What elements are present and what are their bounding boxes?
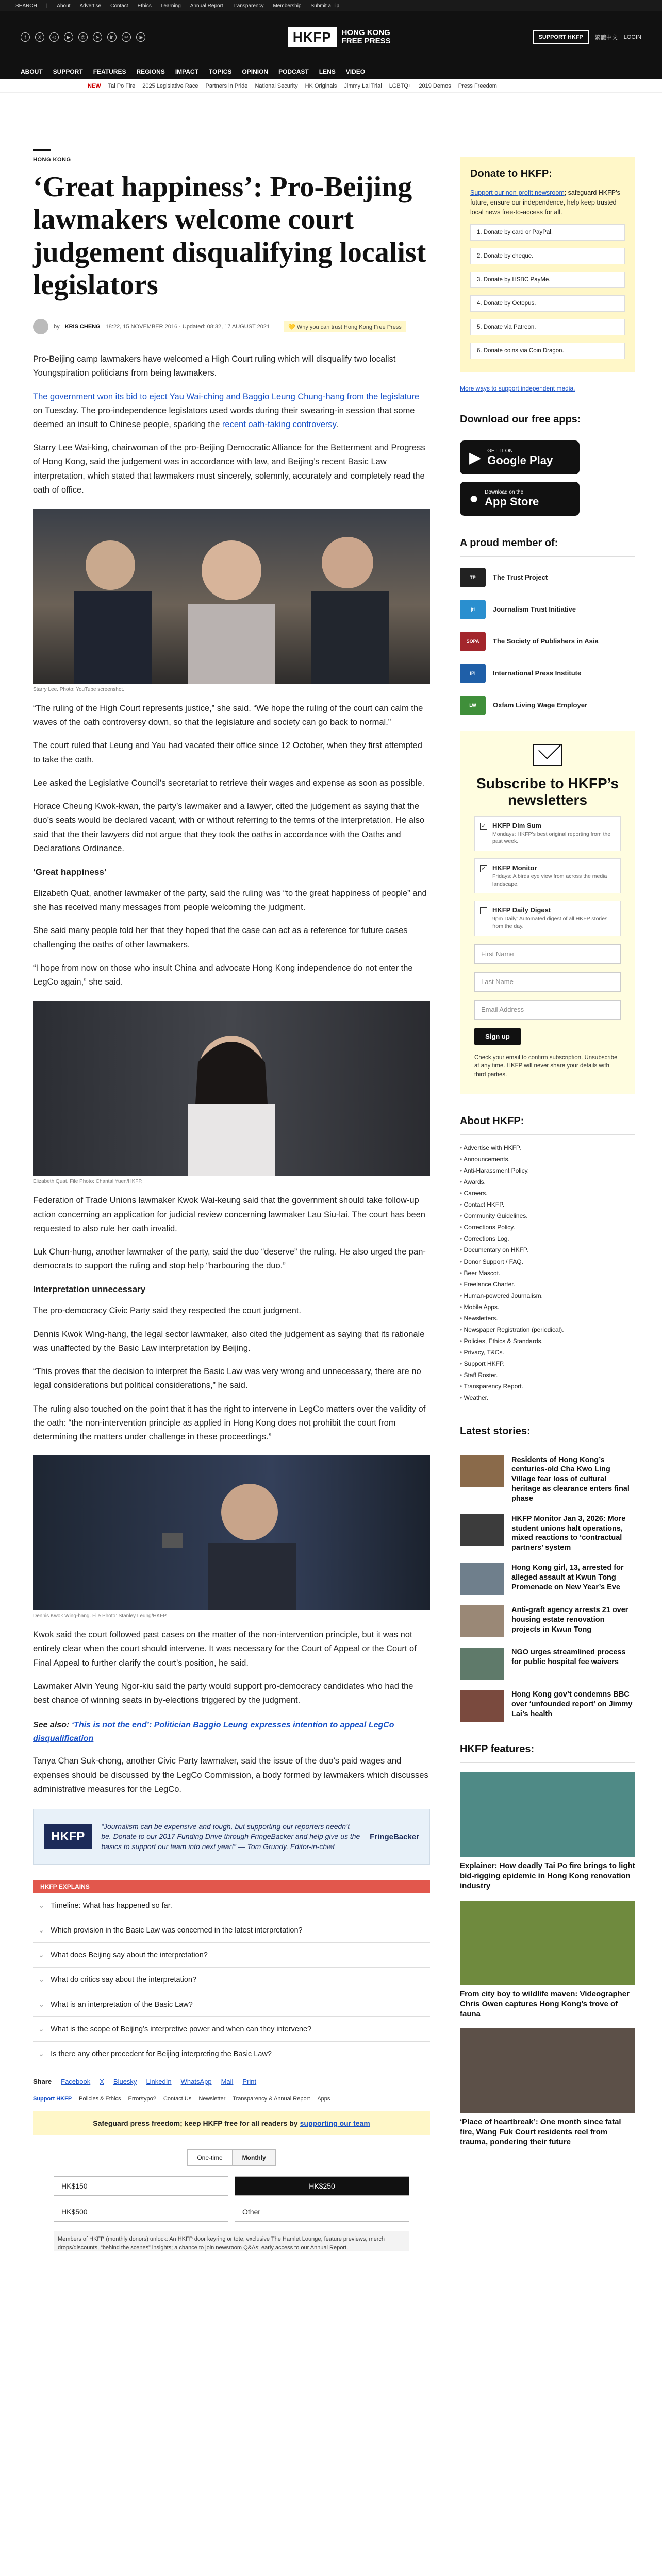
- newsletter-name: HKFP Dim Sum: [492, 821, 542, 829]
- paragraph: Federation of Trade Unions lawmaker Kwok Wai-keung said that the government should take follow-up action concerning an application for judicial review concerning lawmaker Lau Siu-lai. The court has been requested to also rule her oath invalid.: [33, 1196, 425, 1233]
- donate-option[interactable]: 4. Donate by Octopus.: [470, 295, 625, 312]
- envelope-icon: [533, 744, 562, 766]
- newsletter-desc: Fridays: A birds eye view from across the media landscape.: [492, 873, 607, 887]
- feature-headline: ‘Place of heartbreak’: One month since fatal fire, Wang Fuk Court residents reel from trauma, pondering their future: [460, 2117, 621, 2147]
- donate-option[interactable]: 5. Donate via Patreon.: [470, 319, 625, 335]
- paragraph: “This proves that the decision to interpret the Basic Law was very wrong and unnecessary, there are no legal considerations but political considerations,” he said.: [33, 1367, 421, 1391]
- paragraph: Starry Lee Wai-king, chairwoman of the pro-Beijing Democratic Alliance for the Betterment and Progress of Hong Kong, said the judgement was in accordance with law, and Beijing’s recent Basic Law interpretation, which stated that lawmakers must sincerely, solemnly, accurately and completely read the oath of office.: [33, 443, 425, 495]
- language-switch[interactable]: 繁體中文: [594, 35, 618, 41]
- story-headline: Hong Kong gov’t condemns BBC over ‘unfounded report’ on Jimmy Lai’s health: [511, 1690, 633, 1718]
- share-bluesky[interactable]: Bluesky: [113, 2078, 137, 2086]
- member-name: Oxfam Living Wage Employer: [493, 701, 588, 709]
- paragraph: Kwok said the court followed past cases on the matter of the non-intervention principle, but it was not entirely clear when the court should intervene. It was necessary for the Court of Appeal or the Court of Final Appeal to further clarify the court’s position, he said.: [33, 1630, 417, 1668]
- newsletter-desc: Mondays: HKFP’s best original reporting from the past week.: [492, 831, 611, 845]
- newsletter-name: HKFP Monitor: [492, 864, 537, 872]
- paragraph: Elizabeth Quat, another lawmaker of the party, said the ruling was “to the great happiness of people” and she has received many messages from people welcoming the judgment.: [33, 889, 427, 912]
- chevron-down-icon: ⌄: [38, 1901, 45, 1910]
- byline-prefix: by: [54, 324, 60, 330]
- checkbox-checked-icon[interactable]: ✓: [480, 823, 487, 830]
- see-also: [33, 1719, 430, 1745]
- subheading: Interpretation unnecessary: [33, 1284, 146, 1295]
- trending-item[interactable]: 2025 Legislative Race: [142, 82, 198, 89]
- nav-impact[interactable]: IMPACT: [175, 67, 198, 75]
- trust-project-logo: TP: [460, 568, 486, 587]
- support-link[interactable]: Newsletter: [198, 2096, 226, 2103]
- apps-title: Download our free apps:: [460, 414, 581, 426]
- telegram-icon[interactable]: ➤: [93, 32, 102, 42]
- share-label: Share: [33, 2078, 52, 2086]
- photo-caption: Elizabeth Quat. File Photo: Chantal Yuen/HKFP.: [33, 1179, 143, 1185]
- donate-option[interactable]: 6. Donate coins via Coin Dragon.: [470, 343, 625, 359]
- about-link[interactable]: About: [57, 3, 71, 9]
- photo-elizabeth-quat: [33, 1001, 430, 1176]
- latest-title: Latest stories:: [460, 1425, 531, 1437]
- signup-note: Check your email to confirm subscription. Unsubscribe at any time. HKFP will never share your details with third parties.: [474, 1054, 618, 1078]
- paragraph: Horace Cheung Kwok-kwan, the party’s lawmaker and a lawyer, cited the judgement as saying that the duo’s seats would be declared vacant, with or without referring to the terms of the interpretation. He also said that the their lawyers did not argue that they took the oaths in accordance with the Oaths and Declarations Ordinance.: [33, 802, 425, 853]
- photo-caption: Dennis Kwok Wing-hang. File Photo: Stanley Leung/HKFP.: [33, 1613, 168, 1619]
- sep: |: [46, 3, 48, 9]
- article-title: ‘Great happiness’: Pro-Beijing lawmakers welcome court judgement disqualifying localist legislators: [33, 171, 426, 301]
- feature-image: [460, 1901, 635, 1985]
- nav-support[interactable]: SUPPORT: [53, 67, 83, 75]
- about-link[interactable]: • Contact HKFP.: [460, 1199, 635, 1210]
- nav-video[interactable]: VIDEO: [345, 67, 366, 75]
- author-avatar: [33, 319, 48, 334]
- story-thumbnail: [460, 1455, 504, 1487]
- kicker-line: [33, 149, 51, 151]
- photo-illustration: [33, 1001, 430, 1176]
- divider: [460, 1134, 635, 1135]
- faq-item[interactable]: [33, 2042, 430, 2066]
- share-mail[interactable]: Mail: [221, 2078, 234, 2086]
- site-header: [0, 11, 662, 63]
- banner-signature: — Tom Grundy, Editor-in-chief: [238, 1842, 335, 1851]
- see-also-label: See also:: [33, 1721, 70, 1730]
- story-thumbnail: [460, 1648, 504, 1680]
- google-play-icon: ▶: [469, 449, 482, 466]
- faq-question: What does Beijing say about the interpretation?: [51, 1951, 208, 1959]
- latest-story[interactable]: [460, 1605, 635, 1637]
- latest-story[interactable]: [460, 1514, 635, 1553]
- feature-image: [460, 2028, 635, 2113]
- rss-icon[interactable]: ◉: [136, 32, 145, 42]
- about-link[interactable]: • Anti-Harassment Policy.: [460, 1165, 635, 1176]
- support-link[interactable]: Error/typo?: [128, 2096, 156, 2103]
- story-headline: Residents of Hong Kong’s centuries-old Cha Kwo Ling Village fear loss of cultural heritage as clearance enters final phase: [511, 1455, 630, 1503]
- last-name-input[interactable]: Last Name: [474, 972, 621, 992]
- photo-dennis-kwok: [33, 1455, 430, 1610]
- newsletter-desc: 9pm Daily: Automated digest of all HKFP stories from the day.: [492, 916, 608, 930]
- annual-report-link[interactable]: Annual Report: [190, 3, 223, 9]
- about-link[interactable]: • Careers.: [460, 1188, 635, 1199]
- donate-link[interactable]: Support our non-profit newsroom: [470, 189, 565, 196]
- about-link[interactable]: • Staff Roster.: [460, 1369, 635, 1381]
- logo-line1: HONG KONG: [341, 28, 390, 38]
- photo-illustration: [33, 1455, 430, 1610]
- freq-one-time[interactable]: One-time: [187, 2149, 232, 2166]
- paragraph: Dennis Kwok Wing-hang, the legal sector lawmaker, also cited the judgement as saying that its rationale was unaffected by the Basic Law interpretation by Beijing.: [33, 1329, 425, 1353]
- divider: [460, 1762, 635, 1763]
- photo-starry-lee: [33, 509, 430, 684]
- sopa-logo: SOPA: [460, 632, 486, 651]
- paragraph: Lawmaker Alvin Yeung Ngor-kiu said the party would support pro-democracy candidates who had the best chance of winning seats in by-elections triggered by the judgment.: [33, 1681, 413, 1705]
- transparency-link[interactable]: Transparency: [232, 3, 264, 9]
- paragraph: Luk Chun-hung, another lawmaker of the party, said the duo “deserve” the ruling. He also urged the pan-democrats to support the ruling and stop help “harbouring the duo.”: [33, 1247, 426, 1271]
- trending-item[interactable]: National Security: [255, 82, 298, 89]
- donate-text: [470, 188, 625, 217]
- about-section: [460, 1115, 635, 1404]
- story-thumbnail: [460, 1563, 504, 1595]
- nav-lens[interactable]: LENS: [319, 67, 336, 75]
- story-headline: HKFP Monitor Jan 3, 2026: More student unions halt operations, mixed reactions to ‘contractual partners’ system: [511, 1514, 626, 1552]
- photo-illustration: [33, 509, 430, 684]
- member-org[interactable]: [460, 598, 635, 621]
- latest-story[interactable]: [460, 1455, 635, 1504]
- social-icons: [21, 32, 145, 42]
- trust-note[interactable]: 💛 Why you can trust Hong Kong Free Press: [284, 321, 406, 332]
- paragraph: Pro-Beijing camp lawmakers have welcomed a High Court ruling which will disqualify two localist Youngspiration politicians from being lawmakers.: [33, 354, 396, 378]
- amount-option-selected[interactable]: HK$250: [235, 2176, 409, 2196]
- first-name-input[interactable]: First Name: [474, 944, 621, 964]
- donation-amounts: [54, 2176, 409, 2222]
- about-link[interactable]: • Awards.: [460, 1176, 635, 1188]
- freq-monthly[interactable]: Monthly: [233, 2149, 276, 2166]
- chevron-down-icon: ⌄: [38, 1926, 45, 1935]
- mail-icon[interactable]: ✉: [122, 32, 131, 42]
- divider: [460, 556, 635, 557]
- logo-text: [342, 29, 391, 45]
- faq-item[interactable]: [33, 2017, 430, 2042]
- support-links: [33, 2096, 430, 2102]
- jti-logo: jti: [460, 600, 486, 619]
- feature-headline: From city boy to wildlife maven: Videographer Chris Owen captures Hong Kong’s trove of fauna: [460, 1989, 630, 2019]
- facebook-icon[interactable]: f: [21, 32, 30, 42]
- nav-topics[interactable]: TOPICS: [208, 67, 232, 75]
- store-text: [487, 448, 553, 467]
- story-headline: NGO urges streamlined process for public hospital fee waivers: [511, 1648, 626, 1666]
- about-link[interactable]: • Newspaper Registration (periodical).: [460, 1324, 635, 1335]
- member-org[interactable]: [460, 662, 635, 685]
- faq-question: What is the scope of Beijing’s interpretive power and when can they intervene?: [51, 2025, 312, 2033]
- latest-story[interactable]: [460, 1690, 635, 1722]
- nav-opinion[interactable]: OPINION: [242, 67, 269, 75]
- about-link[interactable]: • Beer Mascot.: [460, 1267, 635, 1279]
- learning-link[interactable]: Learning: [160, 3, 181, 9]
- trending-item[interactable]: Tai Po Fire: [108, 82, 136, 89]
- share-whatsapp[interactable]: WhatsApp: [180, 2078, 212, 2086]
- about-link[interactable]: • Privacy, T&Cs.: [460, 1347, 635, 1358]
- story-headline: Anti-graft agency arrests 21 over housing estate renovation projects in Kwun Tong: [511, 1606, 628, 1634]
- article-category[interactable]: HONG KONG: [33, 157, 71, 163]
- member-name: Journalism Trust Initiative: [493, 605, 576, 614]
- member-org[interactable]: [460, 694, 635, 717]
- contact-link[interactable]: Contact: [110, 3, 128, 9]
- member-title: A proud member of:: [460, 537, 558, 549]
- share-facebook[interactable]: Facebook: [61, 2078, 91, 2086]
- nav-podcast[interactable]: PODCAST: [278, 67, 309, 75]
- threads-icon[interactable]: @: [78, 32, 88, 42]
- amount-option[interactable]: HK$150: [54, 2176, 228, 2196]
- faq-item[interactable]: [33, 1943, 430, 1968]
- ethics-link[interactable]: Ethics: [137, 3, 152, 9]
- about-link[interactable]: • Weather.: [460, 1392, 635, 1403]
- member-org[interactable]: [460, 566, 635, 589]
- advertise-link[interactable]: Advertise: [79, 3, 102, 9]
- faq-question: Timeline: What has happened so far.: [51, 1901, 172, 1910]
- chevron-down-icon: ⌄: [38, 2000, 45, 2009]
- paragraph: Lee asked the Legislative Council’s secretariat to retrieve their wages and expense as soon as possible.: [33, 778, 425, 788]
- signup-button[interactable]: Sign up: [474, 1028, 521, 1045]
- store-top: GET IT ON: [487, 448, 513, 454]
- about-link[interactable]: • Corrections Log.: [460, 1233, 635, 1244]
- apps-section: [460, 414, 635, 516]
- google-play-badge[interactable]: [460, 440, 580, 474]
- store-name: Google Play: [487, 453, 553, 467]
- faq-question: What is an interpretation of the Basic Law?: [51, 2000, 193, 2009]
- faq-heading: HKFP EXPLAINS: [33, 1880, 430, 1893]
- support-link[interactable]: Apps: [317, 2096, 330, 2103]
- about-title: About HKFP:: [460, 1115, 524, 1127]
- amount-option[interactable]: Other: [235, 2202, 409, 2222]
- member-org[interactable]: [460, 630, 635, 653]
- share-x[interactable]: X: [100, 2078, 104, 2086]
- login-link[interactable]: LOGIN: [623, 34, 641, 40]
- paragraph: The ruling also touched on the point that it has the right to intervene in LegCo matters over the validity of the oath: “the non-intervention principle as applied in Hong Kong does not prohibit the court from determining the matters under challenge in these proceedings.”: [33, 1404, 426, 1442]
- chevron-down-icon: ⌄: [38, 2049, 45, 2058]
- trending-item[interactable]: LGBTQ+: [389, 82, 412, 89]
- latest-story[interactable]: [460, 1563, 635, 1595]
- trending-item[interactable]: 2019 Demos: [419, 82, 451, 89]
- app-store-badge[interactable]: [460, 482, 580, 516]
- faq-item[interactable]: [33, 1968, 430, 1992]
- latest-story[interactable]: [460, 1648, 635, 1680]
- trending-item[interactable]: Jimmy Lai Trial: [344, 82, 382, 89]
- support-link[interactable]: Transparency & Annual Report: [233, 2096, 310, 2103]
- logo-mark: HKFP: [288, 27, 337, 47]
- about-link[interactable]: • Transparency Report.: [460, 1381, 635, 1392]
- about-link[interactable]: • Support HKFP.: [460, 1358, 635, 1369]
- trending-item[interactable]: Press Freedom: [458, 82, 497, 89]
- newsletter-box: [460, 731, 635, 1094]
- about-link[interactable]: • Corrections Policy.: [460, 1222, 635, 1233]
- feature-story[interactable]: [460, 1772, 635, 1891]
- features-title: HKFP features:: [460, 1743, 535, 1755]
- about-link[interactable]: • Newsletters.: [460, 1313, 635, 1324]
- about-link[interactable]: • Freelance Charter.: [460, 1279, 635, 1290]
- chevron-down-icon: ⌄: [38, 1975, 45, 1984]
- about-link[interactable]: • Advertise with HKFP.: [460, 1142, 635, 1154]
- banner-quote: [101, 1822, 360, 1852]
- member-name: The Trust Project: [493, 573, 548, 582]
- amount-option[interactable]: HK$500: [54, 2202, 228, 2222]
- more-ways-link[interactable]: More ways to support independent media.: [460, 385, 575, 393]
- store-text: [485, 489, 539, 509]
- x-icon[interactable]: X: [35, 32, 44, 42]
- members-section: [460, 537, 635, 717]
- header-actions: [533, 30, 641, 44]
- faq-item[interactable]: [33, 1918, 430, 1943]
- support-link[interactable]: Policies & Ethics: [79, 2096, 121, 2103]
- ipi-logo: IPI: [460, 664, 486, 683]
- donate-option[interactable]: 2. Donate by cheque.: [470, 248, 625, 264]
- store-top: Download on the: [485, 489, 524, 495]
- story-thumbnail: [460, 1514, 504, 1546]
- article: [33, 93, 430, 2251]
- newsletter-option[interactable]: [474, 816, 621, 851]
- story-thumbnail: [460, 1605, 504, 1637]
- members-note: Members of HKFP (monthly donors) unlock: An HKFP door keyring or tote, exclusive The Hamlet Lounge, feature previews, merch drops/discounts, “behind the scenes” insights; a chance to join newsroom Q&As; early access to our Annual Report.: [54, 2231, 409, 2251]
- newsletter-option[interactable]: [474, 858, 621, 893]
- member-name: International Press Institute: [493, 669, 582, 677]
- subheading: ‘Great happiness’: [33, 867, 107, 877]
- support-link[interactable]: Support HKFP: [33, 2096, 72, 2103]
- story-thumbnail: [460, 1690, 504, 1722]
- paragraph-text: .: [336, 419, 339, 429]
- newsletter-name: HKFP Daily Digest: [492, 906, 551, 914]
- paragraph: [33, 390, 430, 432]
- checkbox-checked-icon[interactable]: ✓: [480, 865, 487, 872]
- newsletter-option[interactable]: [474, 901, 621, 936]
- trending-label: NEW: [88, 82, 101, 89]
- trending-item[interactable]: HK Originals: [305, 82, 337, 89]
- about-list: [460, 1142, 635, 1404]
- article-link[interactable]: The government won its bid to eject Yau Wai-ching and Baggio Leung Chung-hang from the legislature: [33, 392, 420, 401]
- feature-story[interactable]: [460, 2028, 635, 2147]
- article-dates: 18:22, 15 NOVEMBER 2016 · Updated: 08:32, 17 AUGUST 2021: [105, 324, 270, 330]
- email-input[interactable]: Email Address: [474, 1000, 621, 1020]
- safeguard-strip: [33, 2111, 430, 2135]
- article-link[interactable]: recent oath-taking controversy: [222, 419, 336, 429]
- paragraph: The court ruled that Leung and Yau had vacated their office since 12 October, when they first attempted to take the oath.: [33, 741, 422, 765]
- youtube-icon[interactable]: ▶: [64, 32, 73, 42]
- banner-logo: HKFP: [44, 1824, 92, 1849]
- top-utility-bar: [0, 0, 662, 11]
- chevron-down-icon: ⌄: [38, 1951, 45, 1959]
- faq-question: What do critics say about the interpretation?: [51, 1975, 197, 1984]
- checkbox-icon[interactable]: [480, 907, 487, 914]
- paragraph: The pro-democracy Civic Party said they respected the court judgment.: [33, 1306, 301, 1316]
- chevron-down-icon: ⌄: [38, 2025, 45, 2033]
- faq-question: Which provision in the Basic Law was concerned in the latest interpretation?: [51, 1926, 303, 1935]
- byline: [33, 319, 430, 334]
- share-linkedin[interactable]: LinkedIn: [146, 2078, 172, 2086]
- funding-drive-banner[interactable]: [33, 1809, 430, 1865]
- nav-features[interactable]: FEATURES: [93, 67, 126, 75]
- about-link[interactable]: • Policies, Ethics & Standards.: [460, 1335, 635, 1347]
- share-row: [33, 2078, 430, 2086]
- paragraph-text: on Tuesday. The pro-independence legislators used words during their swearing-in session that some deemed an insult to Chinese people, sparking the: [33, 405, 415, 429]
- see-also-link[interactable]: ‘This is not the end’: Politician Baggio Leung expresses intention to appeal LegCo disqualification: [33, 1721, 394, 1743]
- sidebar: [460, 93, 635, 2147]
- logo-line2: FREE PRESS: [341, 37, 391, 45]
- donate-option[interactable]: 1. Donate by card or PayPal.: [470, 224, 625, 241]
- paragraph: “I hope from now on those who insult China and advocate Hong Kong independence do not enter the LegCo again,” she said.: [33, 963, 413, 987]
- banner-brand: FringeBacker: [370, 1832, 419, 1841]
- paragraph: “The ruling of the High Court represents justice,” she said. “We hope the ruling of the court can calm the waves of the oath controversy down, so that the legislature and society can go back to normal.”: [33, 704, 423, 727]
- paragraph: She said many people told her that they hoped that the case can act as a reference for future cases challenging the oaths of other lawmakers.: [33, 926, 408, 950]
- about-link[interactable]: • Community Guidelines.: [460, 1210, 635, 1222]
- trending-bar: [0, 79, 662, 93]
- donation-frequency: [33, 2149, 430, 2166]
- oxfam-logo: LW: [460, 696, 486, 715]
- donate-option[interactable]: 3. Donate by HSBC PayMe.: [470, 272, 625, 288]
- donate-title: Donate to HKFP:: [470, 168, 552, 179]
- story-headline: Hong Kong girl, 13, arrested for alleged assault at Kwun Tong Promenade on New Year’s Eve: [511, 1564, 624, 1591]
- faq-item[interactable]: [33, 1893, 430, 1918]
- about-link[interactable]: • Donor Support / FAQ.: [460, 1256, 635, 1267]
- donate-text-body: ; safeguard HKFP’s future, ensure our independence, help keep trusted local news free-to-access for all.: [470, 189, 620, 216]
- linkedin-icon[interactable]: in: [107, 32, 117, 42]
- feature-image: [460, 1772, 635, 1857]
- photo-caption: Starry Lee. Photo: YouTube screenshot.: [33, 687, 124, 693]
- about-link[interactable]: • Documentary on HKFP.: [460, 1244, 635, 1256]
- member-name: The Society of Publishers in Asia: [493, 637, 599, 646]
- safeguard-link[interactable]: supporting our team: [300, 2119, 370, 2128]
- nav-regions[interactable]: REGIONS: [136, 67, 165, 75]
- support-link[interactable]: Contact Us: [163, 2096, 192, 2103]
- banner-quote-text: “Journalism can be expensive and tough, but supporting our reporters needn’t be. Donate to our 2017 Funding Drive through FringeBacker and help give us the basics to support our team into next year!”: [101, 1822, 360, 1851]
- faq-question: Is there any other precedent for Beijing interpreting the Basic Law?: [51, 2049, 272, 2058]
- share-print[interactable]: Print: [242, 2078, 257, 2086]
- about-link[interactable]: • Announcements.: [460, 1154, 635, 1165]
- safeguard-text: Safeguard press freedom; keep HKFP free for all readers by: [93, 2119, 298, 2128]
- site-logo[interactable]: [288, 27, 391, 47]
- search-link[interactable]: SEARCH: [15, 3, 37, 9]
- instagram-icon[interactable]: ◎: [49, 32, 59, 42]
- nav-about[interactable]: ABOUT: [21, 67, 43, 75]
- support-hkfp-button[interactable]: SUPPORT HKFP: [533, 30, 589, 44]
- newsletter-title: Subscribe to HKFP’s newsletters: [476, 775, 619, 808]
- author-name[interactable]: KRIS CHENG: [64, 324, 101, 330]
- paragraph: Tanya Chan Suk-chong, another Civic Party lawmaker, said the issue of the duo’s paid wages and expenses should be discussed by the LegCo Commission, a body formed by lawmakers which discusses administrative measures for the LegCo.: [33, 1756, 428, 1794]
- store-name: App Store: [485, 495, 539, 508]
- feature-story[interactable]: [460, 1901, 635, 2020]
- apple-icon: ●: [469, 490, 479, 507]
- features-section: [460, 1743, 635, 2147]
- latest-section: [460, 1426, 635, 1722]
- about-link[interactable]: • Human-powered Journalism.: [460, 1290, 635, 1301]
- membership-link[interactable]: Membership: [273, 3, 302, 9]
- main-nav: [0, 63, 662, 79]
- submit-tip-link[interactable]: Submit a Tip: [310, 3, 340, 9]
- donate-box: [460, 157, 635, 372]
- trending-item[interactable]: Partners in Pride: [205, 82, 248, 89]
- feature-headline: Explainer: How deadly Tai Po fire brings to light bid-rigging epidemic in Hong Kong renovation industry: [460, 1861, 635, 1891]
- faq-item[interactable]: [33, 1992, 430, 2017]
- about-link[interactable]: • Mobile Apps.: [460, 1301, 635, 1313]
